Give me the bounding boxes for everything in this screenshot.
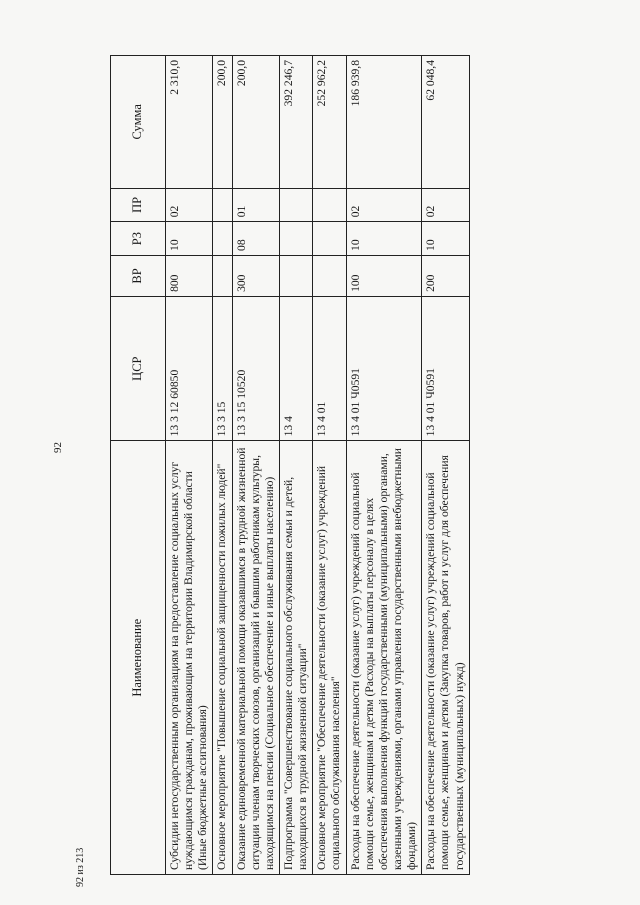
cell-name: Основное мероприятие "Обеспечение деятельности (оказание услуг) учреждений социального обслуживания населения": [313, 441, 346, 875]
cell-rz: [313, 222, 346, 256]
header-sum: Сумма: [111, 56, 166, 189]
table-row: [213, 56, 232, 875]
cell-sum: 200,0: [232, 56, 279, 189]
cell-vr: 300: [232, 255, 279, 296]
cell-pr: 02: [422, 188, 469, 222]
cell-name: Основное мероприятие "Повышение социальной защищенности пожилых людей": [213, 441, 232, 875]
cell-csr: 13 3 15: [213, 296, 232, 441]
cell-pr: [279, 188, 312, 222]
cell-csr: 13 3 15 10520: [232, 296, 279, 441]
cell-vr: [213, 255, 232, 296]
cell-name: Расходы на обеспечение деятельности (оказание услуг) учреждений социальной помощи семье, женщинам и детям (Расходы на выплаты персоналу в целях обеспечения выполнения функций государственными (муниципальными) органами, казенными учреждениями, органами управления государственными внебюджетными фондами): [346, 441, 422, 875]
header-csr: ЦСР: [111, 296, 166, 441]
cell-sum: 200,0: [213, 56, 232, 189]
cell-sum: 186 939,8: [346, 56, 422, 189]
table-header-row: [111, 56, 166, 875]
table-row: [232, 56, 279, 875]
page-footer: 92 из 213: [75, 847, 86, 887]
header-name: Наименование: [111, 441, 166, 875]
cell-name: Оказание единовременной материальной помощи оказавшимся в трудной жизненной ситуации членам творческих союзов, организаций и бывшим работникам культуры, находящимся на пенсии (Социальное обеспечение и иные выплаты населению): [232, 441, 279, 875]
cell-csr: 13 4 01 Ч0591: [346, 296, 422, 441]
header-pr: ПР: [111, 188, 166, 222]
cell-rz: 10: [422, 222, 469, 256]
cell-pr: 02: [346, 188, 422, 222]
cell-rz: 08: [232, 222, 279, 256]
cell-vr: 100: [346, 255, 422, 296]
cell-csr: 13 3 12 60850: [166, 296, 213, 441]
cell-sum: 392 246,7: [279, 56, 312, 189]
cell-name: Субсидии негосударственным организациям на предоставление социальных услуг нуждающимся гражданам, проживающим на территории Владимирской области (Иные бюджетные ассигнования): [166, 441, 213, 875]
cell-vr: [279, 255, 312, 296]
cell-csr: 13 4 01: [313, 296, 346, 441]
cell-name: Расходы на обеспечение деятельности (оказание услуг) учреждений социальной помощи семье, женщинам и детям (Закупка товаров, работ и услуг для обеспечения государственных (муниципальных) нужд): [422, 441, 469, 875]
cell-rz: [279, 222, 312, 256]
table-row: [166, 56, 213, 875]
cell-rz: [213, 222, 232, 256]
cell-pr: 01: [232, 188, 279, 222]
budget-table: [110, 55, 470, 875]
cell-vr: 800: [166, 255, 213, 296]
cell-pr: [313, 188, 346, 222]
header-rz: РЗ: [111, 222, 166, 256]
page-number: 92: [52, 442, 64, 453]
cell-sum: 252 962,2: [313, 56, 346, 189]
cell-vr: [313, 255, 346, 296]
cell-vr: 200: [422, 255, 469, 296]
cell-pr: 02: [166, 188, 213, 222]
cell-sum: 62 048,4: [422, 56, 469, 189]
table-row: [279, 56, 312, 875]
header-vr: ВР: [111, 255, 166, 296]
cell-csr: 13 4 01 Ч0591: [422, 296, 469, 441]
cell-name: Подпрограмма "Совершенствование социального обслуживания семьи и детей, находящихся в трудной жизненной ситуации": [279, 441, 312, 875]
cell-rz: 10: [166, 222, 213, 256]
cell-csr: 13 4: [279, 296, 312, 441]
cell-sum: 2 310,0: [166, 56, 213, 189]
table-row: [422, 56, 469, 875]
table-row: [346, 56, 422, 875]
table-row: [313, 56, 346, 875]
cell-pr: [213, 188, 232, 222]
cell-rz: 10: [346, 222, 422, 256]
